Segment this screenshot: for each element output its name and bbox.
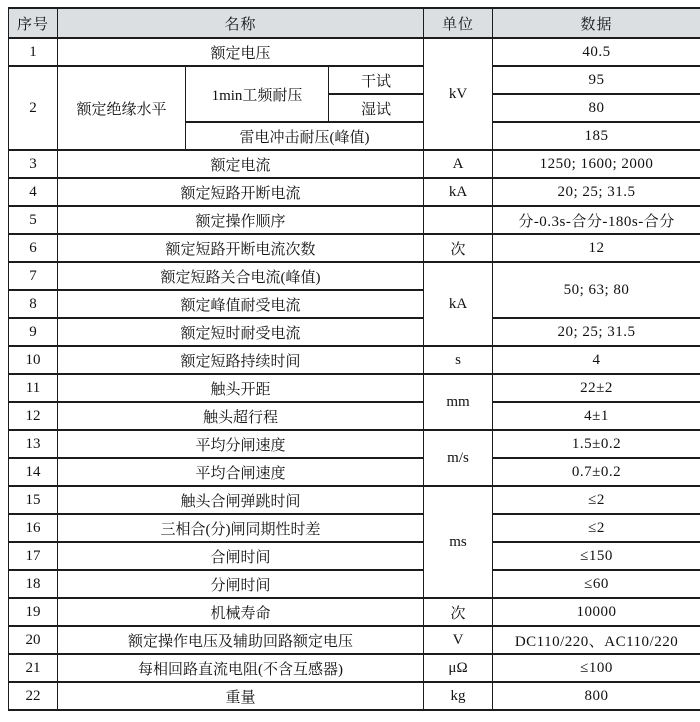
- spec-table: [8, 7, 700, 711]
- seq-cell: 12: [9, 402, 58, 430]
- table-row: [9, 66, 700, 94]
- data-cell: 95: [493, 66, 700, 94]
- table-row: [9, 430, 700, 458]
- name-cell: 重量: [58, 682, 424, 710]
- data-cell: 50; 63; 80: [493, 262, 700, 318]
- sub-name-cell: 雷电冲击耐压(峰值): [186, 122, 424, 150]
- seq-cell: 2: [9, 66, 58, 150]
- data-cell: 1.5±0.2: [493, 430, 700, 458]
- data-cell: ≤60: [493, 570, 700, 598]
- unit-cell: μΩ: [424, 654, 493, 682]
- table-row: [9, 38, 700, 66]
- table-row: [9, 262, 700, 290]
- branch-cell: 湿试: [329, 94, 424, 122]
- name-cell: 合闸时间: [58, 542, 424, 570]
- seq-cell: 7: [9, 262, 58, 290]
- unit-cell: kA: [424, 262, 493, 346]
- data-cell: 4±1: [493, 402, 700, 430]
- unit-cell: kV: [424, 38, 493, 150]
- seq-cell: 11: [9, 374, 58, 402]
- branch-cell: 干试: [329, 66, 424, 94]
- header-unit: 单位: [424, 8, 493, 38]
- data-cell: 4: [493, 346, 700, 374]
- name-cell: 额定短时耐受电流: [58, 318, 424, 346]
- sub-name-cell: 1min工频耐压: [186, 66, 329, 122]
- data-cell: 185: [493, 122, 700, 150]
- seq-cell: 14: [9, 458, 58, 486]
- seq-cell: 5: [9, 206, 58, 234]
- unit-cell: [424, 206, 493, 234]
- table-row: [9, 682, 700, 710]
- name-cell: 分闸时间: [58, 570, 424, 598]
- seq-cell: 22: [9, 682, 58, 710]
- table-row: [9, 374, 700, 402]
- seq-cell: 6: [9, 234, 58, 262]
- unit-cell: 次: [424, 598, 493, 626]
- name-cell: 触头开距: [58, 374, 424, 402]
- data-cell: ≤150: [493, 542, 700, 570]
- table-row: [9, 598, 700, 626]
- data-cell: 分-0.3s-合分-180s-合分: [493, 206, 700, 234]
- name-cell: 触头合闸弹跳时间: [58, 486, 424, 514]
- seq-cell: 21: [9, 654, 58, 682]
- table-row: [9, 514, 700, 542]
- name-cell: 额定电流: [58, 150, 424, 178]
- seq-cell: 10: [9, 346, 58, 374]
- table-row: [9, 178, 700, 206]
- data-cell: DC110/220、AC110/220: [493, 626, 700, 654]
- unit-cell: ms: [424, 486, 493, 598]
- table-row: [9, 234, 700, 262]
- unit-cell: s: [424, 346, 493, 374]
- table-row: [9, 206, 700, 234]
- header-seq: 序号: [9, 8, 58, 38]
- data-cell: 80: [493, 94, 700, 122]
- seq-cell: 17: [9, 542, 58, 570]
- header-name: 名称: [58, 8, 424, 38]
- unit-cell: mm: [424, 374, 493, 430]
- table-row: [9, 626, 700, 654]
- table-row: [9, 318, 700, 346]
- data-cell: 40.5: [493, 38, 700, 66]
- data-cell: 12: [493, 234, 700, 262]
- name-cell: 触头超行程: [58, 402, 424, 430]
- table-row: [9, 402, 700, 430]
- data-cell: ≤2: [493, 514, 700, 542]
- data-cell: 0.7±0.2: [493, 458, 700, 486]
- seq-cell: 16: [9, 514, 58, 542]
- seq-cell: 1: [9, 38, 58, 66]
- name-cell: 每相回路直流电阻(不含互感器): [58, 654, 424, 682]
- name-cell: 额定峰值耐受电流: [58, 290, 424, 318]
- name-cell: 机械寿命: [58, 598, 424, 626]
- data-cell: ≤2: [493, 486, 700, 514]
- unit-cell: kA: [424, 178, 493, 206]
- seq-cell: 4: [9, 178, 58, 206]
- data-cell: 20; 25; 31.5: [493, 178, 700, 206]
- seq-cell: 8: [9, 290, 58, 318]
- seq-cell: 15: [9, 486, 58, 514]
- table-row: [9, 458, 700, 486]
- name-cell: 额定绝缘水平: [58, 66, 186, 150]
- table-row: [9, 654, 700, 682]
- unit-cell: A: [424, 150, 493, 178]
- data-cell: 800: [493, 682, 700, 710]
- data-cell: 1250; 1600; 2000: [493, 150, 700, 178]
- name-cell: 额定短路持续时间: [58, 346, 424, 374]
- data-cell: 22±2: [493, 374, 700, 402]
- name-cell: 额定短路开断电流: [58, 178, 424, 206]
- unit-cell: m/s: [424, 430, 493, 486]
- name-cell: 额定短路关合电流(峰值): [58, 262, 424, 290]
- data-cell: 10000: [493, 598, 700, 626]
- unit-cell: 次: [424, 234, 493, 262]
- table-row: [9, 346, 700, 374]
- seq-cell: 18: [9, 570, 58, 598]
- seq-cell: 19: [9, 598, 58, 626]
- table-row: [9, 486, 700, 514]
- table-row: [9, 570, 700, 598]
- data-cell: 20; 25; 31.5: [493, 318, 700, 346]
- unit-cell: kg: [424, 682, 493, 710]
- seq-cell: 9: [9, 318, 58, 346]
- data-cell: ≤100: [493, 654, 700, 682]
- seq-cell: 3: [9, 150, 58, 178]
- name-cell: 额定电压: [58, 38, 424, 66]
- header-data: 数据: [493, 8, 700, 38]
- header-row: [9, 8, 700, 38]
- table-row: [9, 542, 700, 570]
- table-row: [9, 150, 700, 178]
- name-cell: 额定操作电压及辅助回路额定电压: [58, 626, 424, 654]
- name-cell: 额定操作顺序: [58, 206, 424, 234]
- name-cell: 三相合(分)闸同期性时差: [58, 514, 424, 542]
- name-cell: 平均合闸速度: [58, 458, 424, 486]
- name-cell: 额定短路开断电流次数: [58, 234, 424, 262]
- seq-cell: 20: [9, 626, 58, 654]
- unit-cell: V: [424, 626, 493, 654]
- seq-cell: 13: [9, 430, 58, 458]
- name-cell: 平均分闸速度: [58, 430, 424, 458]
